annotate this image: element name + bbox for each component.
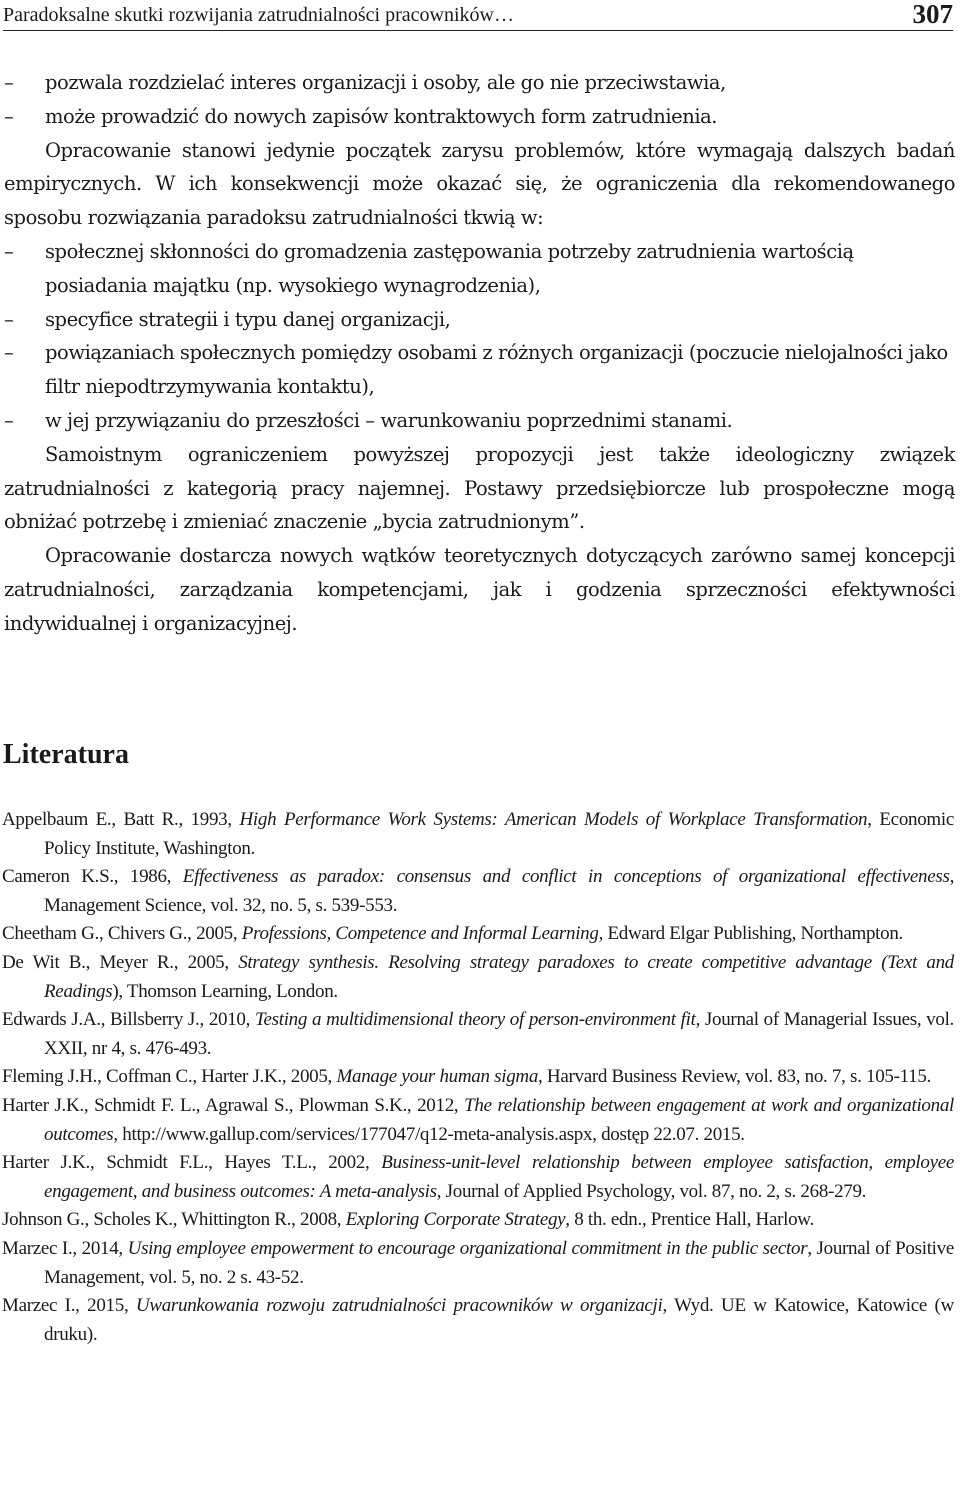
ref-title: The relationship between engagement at work and organizational outcomes	[44, 1094, 955, 1145]
ref-author: Fleming J.H., Coffman C., Harter J.K., 2005,	[2, 1066, 337, 1088]
ref-author: Marzec I., 2015,	[2, 1295, 136, 1317]
ref-author: Harter J.K., Schmidt F.L., Hayes T.L., 2002,	[2, 1152, 382, 1174]
list-item-text: społecznej skłonności do gromadzenia zastępowania potrzeby zatrudnienia wartością posiadania majątku (np. wysokiego wynagrodzenia),	[45, 239, 854, 297]
ref-title: Testing a multidimensional theory of person-environment fit	[254, 1009, 696, 1031]
running-header	[3, 0, 953, 31]
ref-title: Uwarunkowania rozwoju zatrudnialności pracowników w organizacji	[135, 1295, 663, 1317]
ref-title: Using employee empowerment to encourage organizational commitment in the public sector	[127, 1237, 808, 1259]
dash-bullet: –	[4, 307, 14, 331]
ref-author: Harter J.K., Schmidt F. L., Agrawal S., Plowman S.K., 2012,	[2, 1094, 465, 1116]
ref-author: Cheetham G., Chivers G., 2005,	[2, 923, 242, 945]
paragraph: Samoistnym ograniczeniem powyższej propozycji jest także ideologiczny związek zatrudnialności z kategorią pracy najemnej. Postawy przedsiębiorcze lub prospołeczne mogą obniżać potrzebę i zmieniać znaczenie „bycia zatrudnionym”.	[4, 442, 955, 534]
running-title: Paradoksalne skutki rozwijania zatrudnialności pracowników…	[3, 4, 514, 26]
ref-title: Business-unit-level relationship between employee satisfaction, employee engagement, and business outcomes: A meta-analysis	[44, 1152, 954, 1202]
ref-details: , http://www.gallup.com/services/177047/q12-meta-analysis.aspx, dostęp 22.07. 2015.	[113, 1123, 745, 1145]
ref-author: Appelbaum E., Batt R., 1993,	[2, 809, 240, 830]
ref-details: , Journal of Positive Management, vol. 5, no. 2 s. 43-52.	[44, 1237, 954, 1288]
paragraph: Opracowanie dostarcza nowych wątków teoretycznych dotyczących zarówno samej koncepcji zatrudnialności, zarządzania kompetencjami, jak i godzenia sprzeczności efektywności indywidualnej i organizacyjnej.	[4, 544, 955, 635]
ref-details: , Economic Policy Institute, Washington.	[44, 809, 955, 859]
ref-author: Edwards J.A., Billsberry J., 2010,	[2, 1009, 255, 1031]
list-item	[4, 303, 955, 337]
reference-list	[2, 806, 954, 1349]
list-item	[4, 100, 955, 134]
reference-entry	[2, 949, 954, 1006]
dash-bullet: –	[4, 408, 14, 432]
ref-author: Marzec I., 2014,	[2, 1237, 128, 1259]
list-item-text: specyfice strategii i typu danej organizacji,	[45, 307, 451, 331]
list-item-text: powiązaniach społecznych pomiędzy osobami z różnych organizacji (poczucie nielojalności jako filtr niepodtrzymywania kontaktu),	[45, 341, 948, 399]
ref-details: , Edward Elgar Publishing, Northampton.	[598, 923, 903, 945]
ref-details: , Harvard Business Review, vol. 83, no. 7, s. 105-115.	[538, 1066, 931, 1088]
reference-entry	[2, 1006, 954, 1063]
ref-details: , Journal of Applied Psychology, vol. 87, no. 2, s. 268-279.	[436, 1180, 867, 1202]
reference-entry	[2, 863, 954, 920]
paragraph: Opracowanie stanowi jedynie początek zarysu problemów, które wymagają dalszych badań empirycznych. W ich konsekwencji może okazać się, że ograniczenia dla rekomendowanego sposobu rozwiązania paradoksu zatrudnialności tkwią w:	[4, 138, 955, 230]
list-item	[4, 336, 955, 404]
section-heading: Literatura	[3, 739, 129, 770]
reference-entry	[2, 1092, 954, 1149]
ref-details: , 8 th. edn., Prentice Hall, Harlow.	[565, 1209, 814, 1231]
list-item	[4, 404, 955, 438]
ref-title: Manage your human sigma	[336, 1066, 539, 1088]
ref-title: High Performance Work Systems: American Models of Workplace Transformation	[239, 809, 868, 830]
ref-details: ), Thomson Learning, London.	[112, 980, 338, 1002]
dash-bullet: –	[4, 71, 14, 94]
list-item-text: pozwala rozdzielać interes organizacji i osoby, ale go nie przeciwstawia,	[45, 71, 726, 94]
ref-title: Strategy synthesis. Resolving strategy paradoxes to create competitive advantage (Text and Readings	[44, 951, 955, 1002]
reference-entry	[2, 1149, 954, 1206]
ref-details: , Management Science, vol. 32, no. 5, s. 539-553.	[44, 866, 955, 916]
reference-entry	[2, 1292, 954, 1349]
ref-author: Johnson G., Scholes K., Whittington R., 2008,	[2, 1209, 346, 1231]
ref-title: Effectiveness as paradox: consensus and conflict in conceptions of organizational effectiveness	[182, 866, 950, 888]
ref-details: , Journal of Managerial Issues, vol. XXII, nr 4, s. 476-493.	[44, 1009, 955, 1059]
dash-bullet: –	[4, 104, 14, 128]
list-item	[4, 235, 955, 303]
ref-title: Exploring Corporate Strategy	[345, 1209, 566, 1231]
list-item-text: może prowadzić do nowych zapisów kontraktowych form zatrudnienia.	[45, 104, 718, 128]
body-text	[4, 66, 955, 641]
list-item	[4, 66, 955, 100]
ref-author: Cameron K.S., 1986,	[2, 866, 183, 888]
ref-title: Professions, Competence and Informal Learning	[241, 923, 599, 945]
reference-entry	[2, 1206, 954, 1235]
list-item-text: w jej przywiązaniu do przeszłości – warunkowaniu poprzednimi stanami.	[45, 408, 733, 432]
reference-entry	[2, 806, 954, 863]
reference-entry	[2, 920, 954, 949]
dash-bullet: –	[4, 239, 14, 263]
page-number: 307	[912, 0, 953, 29]
ref-author: De Wit B., Meyer R., 2005,	[2, 951, 239, 973]
ref-details: , Wyd. UE w Katowice, Katowice (w druku).	[44, 1295, 955, 1345]
reference-entry	[2, 1063, 954, 1092]
reference-entry	[2, 1235, 954, 1292]
dash-bullet: –	[4, 341, 14, 365]
